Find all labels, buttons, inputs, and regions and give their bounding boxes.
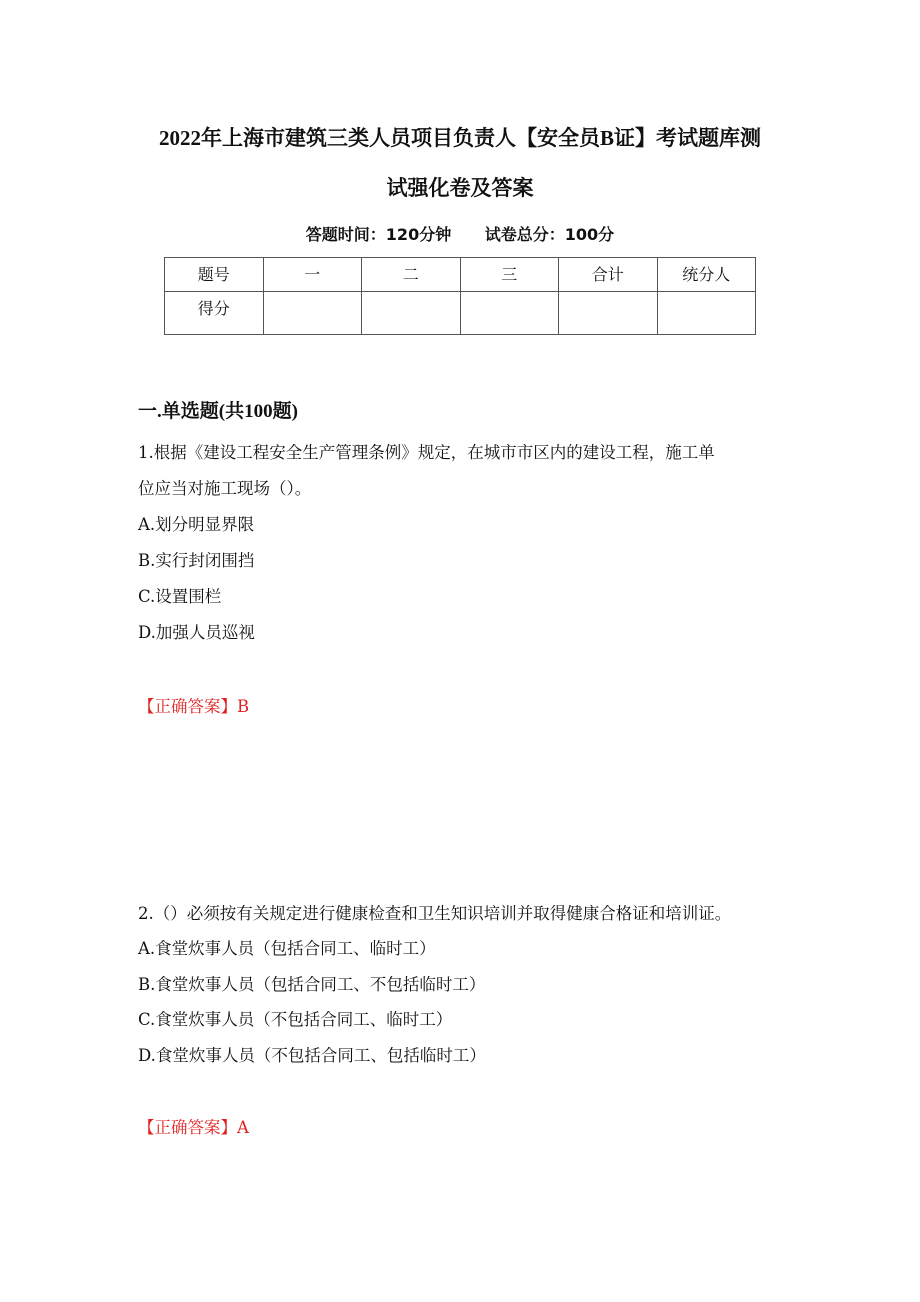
score-cell [559, 292, 658, 335]
score-table [164, 257, 756, 335]
question-1-option-a: A.划分明显界限 [138, 515, 255, 534]
header-cell: 统分人 [657, 258, 756, 292]
document-title-line-2: 试强化卷及答案 [386, 176, 534, 200]
section-heading: 一.单选题(共100题) [138, 401, 298, 422]
question-1-stem: 1.根据《建设工程安全生产管理条例》规定，在城市市区内的建设工程，施工单 [138, 443, 715, 462]
header-cell: 合计 [559, 258, 658, 292]
score-table-header-row [165, 258, 756, 292]
score-cell [263, 292, 362, 335]
score-cell [657, 292, 756, 335]
question-2-answer: 【正确答案】A [138, 1118, 249, 1137]
row-label-cell: 得分 [165, 292, 264, 335]
question-1-option-d: D.加强人员巡视 [138, 623, 255, 642]
exam-meta [0, 222, 920, 245]
question-2-option-a: A.食堂炊事人员（包括合同工、临时工） [138, 939, 436, 958]
question-1-option-c: C.设置围栏 [138, 587, 222, 606]
question-1-option-b: B.实行封闭围挡 [138, 551, 255, 570]
header-cell: 题号 [165, 258, 264, 292]
document-title-line-1: 2022年上海市建筑三类人员项目负责人【安全员B证】考试题库测 [158, 126, 761, 150]
header-cell: 二 [362, 258, 461, 292]
question-2-stem: 2.（）必须按有关规定进行健康检查和卫生知识培训并取得健康合格证和培训证。 [138, 904, 732, 923]
question-1-stem: 位应当对施工现场（）。 [138, 479, 312, 498]
exam-time: 答题时间：120分钟 [305, 225, 452, 244]
score-cell [362, 292, 461, 335]
header-cell: 一 [263, 258, 362, 292]
score-table-score-row [165, 292, 756, 335]
question-2-option-d: D.食堂炊事人员（不包括合同工、包括临时工） [138, 1046, 486, 1065]
question-2-option-c: C.食堂炊事人员（不包括合同工、临时工） [138, 1010, 453, 1029]
question-1-answer: 【正确答案】B [138, 697, 250, 716]
score-cell [460, 292, 559, 335]
exam-total-score: 试卷总分：100分 [484, 225, 615, 244]
question-2-option-b: B.食堂炊事人员（包括合同工、不包括临时工） [138, 975, 486, 994]
header-cell: 三 [460, 258, 559, 292]
